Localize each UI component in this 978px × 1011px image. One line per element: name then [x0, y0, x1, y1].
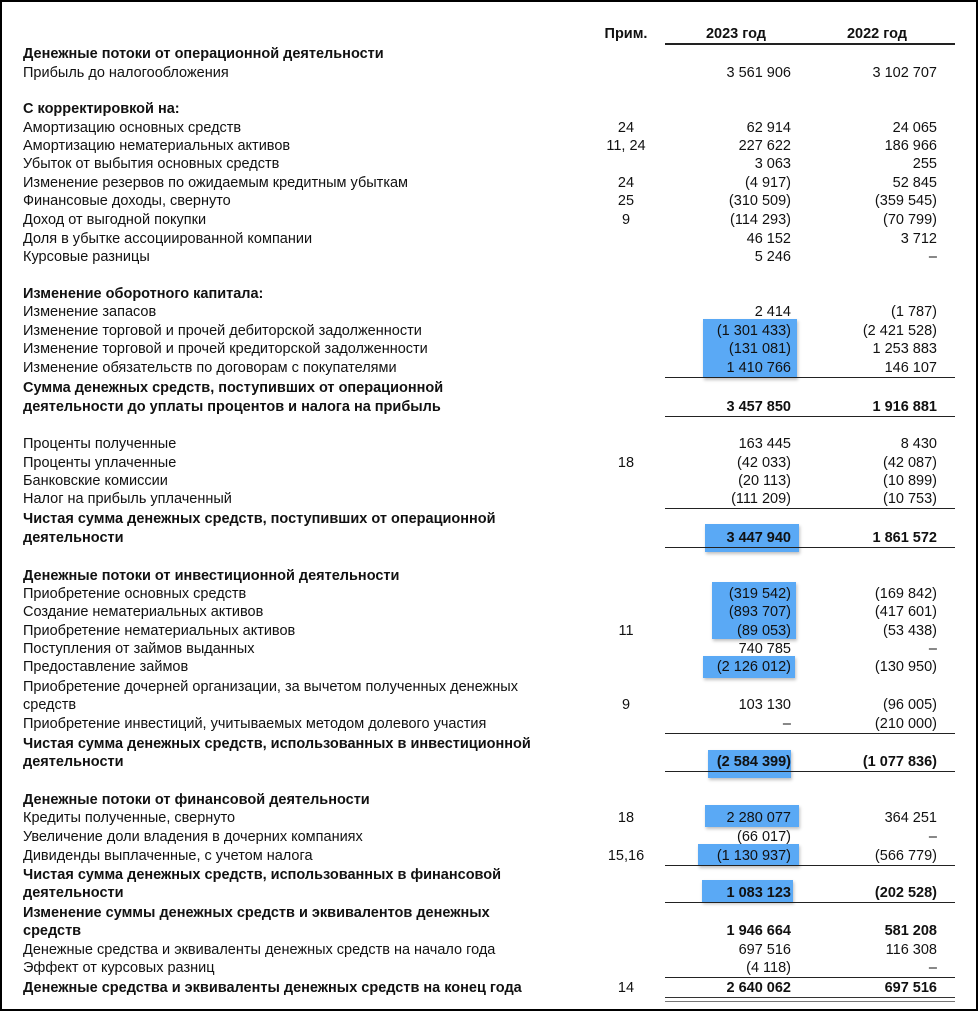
table-row: Поступления от займов выданных 740 785 – — [23, 641, 937, 657]
year-2022-header: 2022 год — [846, 26, 907, 42]
table-row: Денежные средства и эквиваленты денежных средств на начало года 697 516 116 308 — [23, 942, 937, 958]
subtotal-rule — [665, 977, 955, 978]
table-row: Дивиденды выплаченные, с учетом налога 15,16 (1 130 937) (566 779) — [23, 848, 937, 864]
subtotal-rule — [665, 508, 955, 509]
table-row: Создание нематериальных активов (893 707) (417 601) — [23, 604, 937, 620]
column-header — [0, 25, 978, 43]
table-row: Изменение торговой и прочей дебиторской задолженности (1 301 433) (2 421 528) — [23, 323, 937, 339]
subtotal-row: Сумма денежных средств, поступивших от операционной — [23, 380, 444, 396]
total-rule — [665, 902, 955, 903]
table-row: Приобретение нематериальных активов 11 (89 053) (53 438) — [23, 623, 937, 639]
total-rule — [665, 771, 955, 772]
note-column-header: Прим. — [604, 26, 648, 42]
table-row: средств 9 103 130 (96 005) — [23, 697, 937, 713]
table-row: Амортизацию нематериальных активов 11, 24 227 622 186 966 — [23, 138, 937, 154]
total-row-cash-end: Денежные средства и эквиваленты денежных средств на конец года 14 2 640 062 697 516 — [23, 980, 937, 996]
table-row: Приобретение основных средств (319 542) (169 842) — [23, 586, 937, 602]
subtotal-rule — [665, 416, 955, 417]
table-row: Увеличение доли владения в дочерних компаниях (66 017) – — [23, 829, 937, 845]
section-adjustments-title: С корректировкой на: — [23, 101, 180, 117]
total-rule — [665, 547, 955, 548]
subtotal-rule — [665, 733, 955, 734]
double-total-rule — [665, 997, 955, 1002]
total-row-net-investing: деятельности (2 584 399) (1 077 836) — [23, 754, 937, 770]
table-row: Изменение обязательств по договорам с покупателями 1 410 766 146 107 — [23, 360, 937, 376]
table-row: Проценты уплаченные 18 (42 033) (42 087) — [23, 455, 937, 471]
table-row: Изменение запасов 2 414 (1 787) — [23, 304, 937, 320]
table-row: Изменение резервов по ожидаемым кредитным убыткам 24 (4 917) 52 845 — [23, 175, 937, 191]
table-row: Кредиты полученные, свернуто 18 2 280 077 364 251 — [23, 810, 937, 826]
table-row: Доход от выгодной покупки 9 (114 293) (70 799) — [23, 212, 937, 228]
table-row: Доля в убытке ассоциированной компании 46 152 3 712 — [23, 231, 937, 247]
table-row: Проценты полученные 163 445 8 430 — [23, 436, 937, 452]
table-row: Эффект от курсовых разниц (4 118) – — [23, 960, 937, 976]
year-2023-header: 2023 год — [705, 26, 766, 42]
total-row-net-financing: деятельности 1 083 123 (202 528) — [23, 885, 937, 901]
total-row-net-change: средств 1 946 664 581 208 — [23, 923, 937, 939]
total-row: Чистая сумма денежных средств, поступивших от операционной — [23, 511, 496, 527]
table-row: Прибыль до налогообложения 3 561 906 3 102 707 — [23, 65, 937, 81]
table-row: Амортизацию основных средств 24 62 914 24 065 — [23, 120, 937, 136]
total-row-net-operating: деятельности 3 447 940 1 861 572 — [23, 530, 937, 546]
table-row: Приобретение инвестиций, учитываемых методом долевого участия – (210 000) — [23, 716, 937, 732]
section-investing-title: Денежные потоки от инвестиционной деятельности — [23, 568, 400, 584]
section-financing-title: Денежные потоки от финансовой деятельности — [23, 792, 370, 808]
total-row: Изменение суммы денежных средств и эквивалентов денежных — [23, 905, 490, 921]
table-row: Налог на прибыль уплаченный (111 209) (10 753) — [23, 491, 937, 507]
table-row: Финансовые доходы, свернуто 25 (310 509) (359 545) — [23, 193, 937, 209]
table-row: Банковские комиссии (20 113) (10 899) — [23, 473, 937, 489]
section-working-capital-title: Изменение оборотного капитала: — [23, 286, 264, 302]
table-row: Убыток от выбытия основных средств 3 063 255 — [23, 156, 937, 172]
subtotal-rule — [665, 377, 955, 378]
subtotal-row: деятельности до уплаты процентов и налога на прибыль 3 457 850 1 916 881 — [23, 399, 937, 415]
section-operating-title: Денежные потоки от операционной деятельности — [23, 46, 384, 62]
table-row: Курсовые разницы 5 246 – — [23, 249, 937, 265]
table-row: Предоставление займов (2 126 012) (130 950) — [23, 659, 937, 675]
total-row: Чистая сумма денежных средств, использованных в финансовой — [23, 867, 502, 883]
total-row: Чистая сумма денежных средств, использованных в инвестиционной — [23, 736, 531, 752]
table-row: Изменение торговой и прочей кредиторской задолженности (131 081) 1 253 883 — [23, 341, 937, 357]
table-row: Приобретение дочерней организации, за вычетом полученных денежных — [23, 679, 518, 695]
